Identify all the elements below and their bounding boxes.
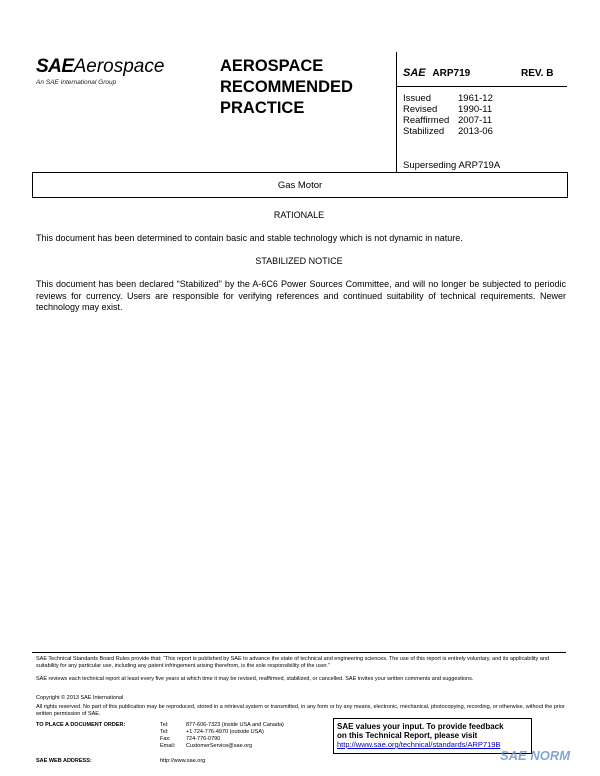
contact-email[interactable]: CustomerService@sae.org: [186, 743, 253, 749]
web-label: SAE WEB ADDRESS:: [36, 758, 92, 764]
footer-rights: All rights reserved. No part of this publication may be reproduced, stored in a retrieval system or transmitted, in any form or by any means, electronic, mechanical, photocopying, recording, or otherwise, without the prior written permission of SAE.: [36, 704, 565, 717]
feedback-line-1: SAE values your input. To provide feedback: [337, 722, 504, 731]
logo-aerospace-text: Aerospace: [73, 56, 165, 77]
document-info-panel: [396, 52, 567, 172]
doc-id-row: [403, 67, 470, 79]
logo-sae-text: SAE: [36, 56, 74, 77]
feedback-line-2: on this Technical Report, please visit: [337, 731, 478, 740]
contact-tel-usa: 877-606-7323 (inside USA and Canada): [186, 722, 284, 728]
dates-list: [403, 93, 493, 137]
date-row-stabilized: Stabilized 2013-06: [403, 126, 493, 137]
date-row-revised: Revised 1990-11: [403, 104, 493, 115]
title-line-2: RECOMMENDED: [220, 78, 353, 96]
contact-tel-intl: +1 724-776-4970 (outside USA): [186, 729, 264, 735]
footer-review: SAE reviews each technical report at least every five years at which time it may be revised, reaffirmed, stabilized, or cancelled. SAE invites your written comments and suggestions.: [36, 676, 474, 682]
title-line-1: AEROSPACE: [220, 57, 324, 75]
logo-subtitle: An SAE International Group: [36, 79, 117, 86]
date-row-reaffirmed: Reaffirmed 2007-11: [403, 115, 493, 126]
doc-brand: SAE: [403, 67, 426, 79]
doc-title: Gas Motor: [277, 180, 323, 191]
superseding-note: Superseding ARP719A: [403, 160, 501, 171]
divider: [397, 86, 567, 87]
title-box: [32, 172, 568, 198]
stabilized-text: This document has been declared “Stabilized” by the A-6C6 Power Sources Committee, and will no longer be subjected to periodic reviews for currency. Users are responsible for verifying references and continued suitability of technical requirements. Newer technology may exist.: [36, 279, 566, 312]
footer-rules: SAE Technical Standards Board Rules provide that: “This report is published by SAE to advance the state of technical and engineering sciences. The use of this report is entirely voluntary, and its applicability and suitability for any particular use, including any patent infringement arising therefrom, is the sole responsibility of the user.”: [36, 656, 550, 669]
sae-aerospace-logo: [36, 56, 164, 78]
order-label: TO PLACE A DOCUMENT ORDER:: [36, 722, 126, 728]
feedback-link[interactable]: http://www.sae.org/technical/standards/ARP719B: [337, 740, 501, 749]
document-type-title: [220, 56, 353, 119]
web-address[interactable]: http://www.sae.org: [160, 758, 206, 764]
title-line-3: PRACTICE: [220, 99, 305, 117]
rationale-heading: RATIONALE: [273, 210, 325, 220]
contact-fax: 724-776-0790: [186, 736, 221, 742]
contact-list: Tel: 877-606-7323 (inside USA and Canada) Tel: +1 724-776-4970 (outside USA) Fax: 724-776-0790 Email: CustomerService@sae.org: [160, 722, 284, 749]
rationale-text: This document has been determined to contain basic and stable technology which is not dynamic in nature.: [36, 233, 463, 243]
footer-divider: [32, 652, 566, 653]
date-row-issued: Issued 1961-12: [403, 93, 493, 104]
sae-norm-watermark: SAE NORM: [500, 748, 571, 763]
doc-number: ARP719: [432, 68, 471, 79]
stabilized-heading: STABILIZED NOTICE: [255, 256, 343, 266]
footer-copyright: Copyright © 2013 SAE International: [36, 695, 124, 701]
revision-label: REV. B: [521, 68, 554, 79]
